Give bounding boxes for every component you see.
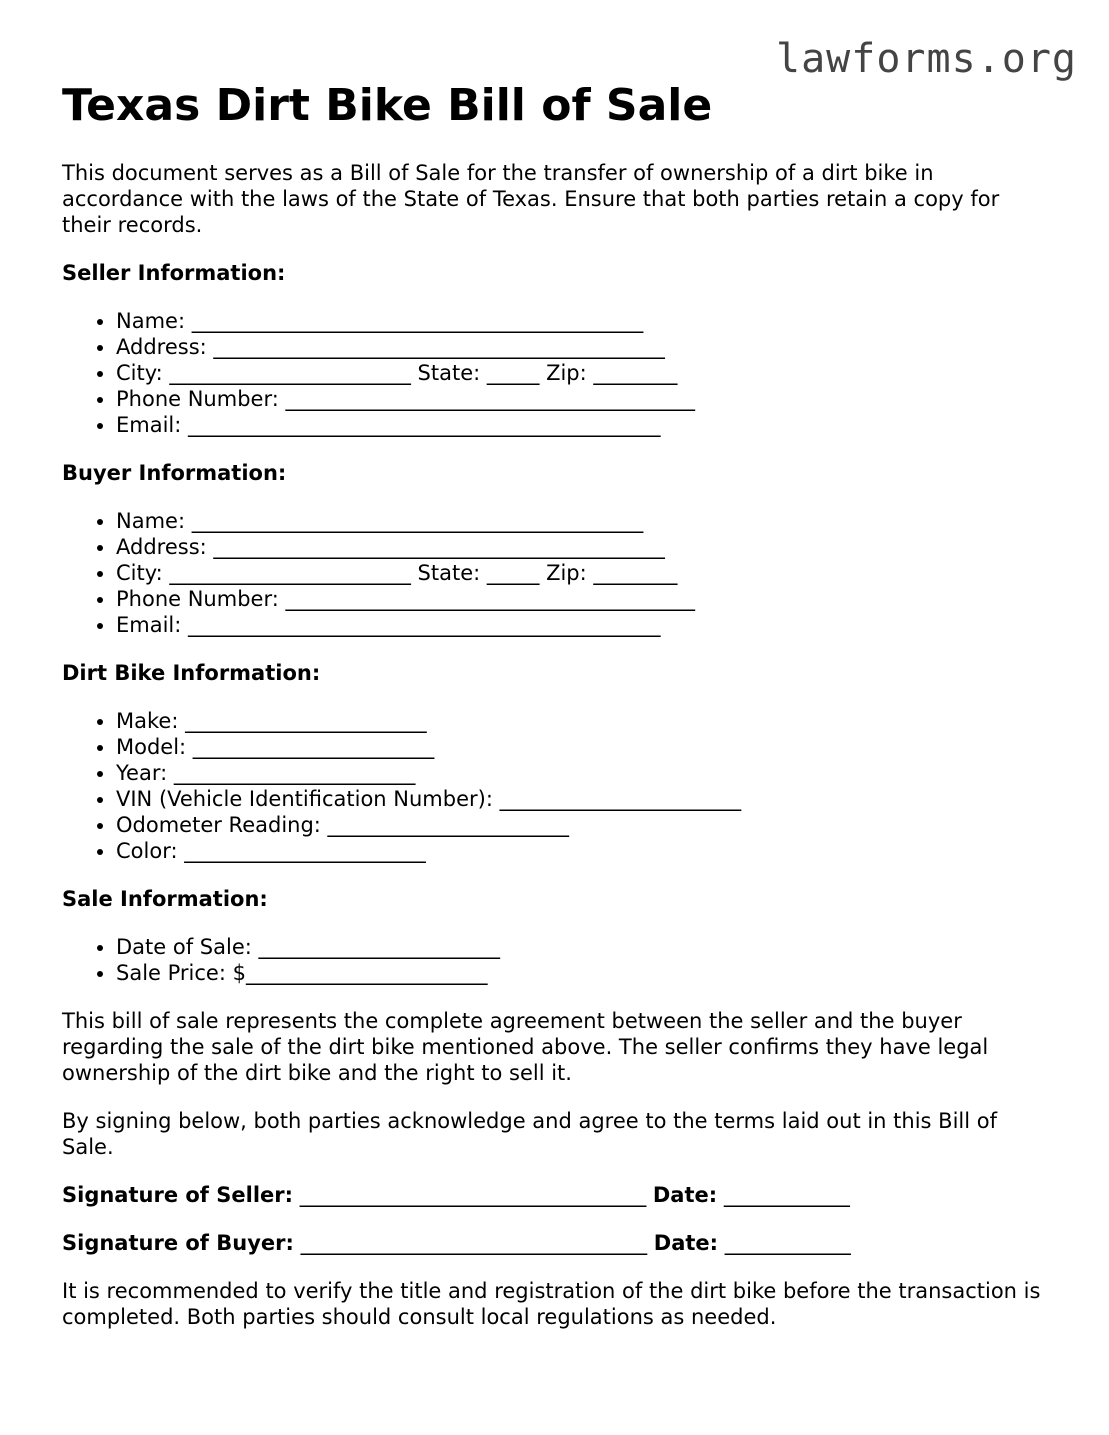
buyer-phone-field[interactable]: • Phone Number: _______________________________________ xyxy=(116,586,1052,612)
bike-section-heading: Dirt Bike Information: xyxy=(62,661,321,685)
seller-address-field[interactable]: • Address: ___________________________________________ xyxy=(116,334,1052,360)
acknowledge-paragraph: By signing below, both parties acknowledge and agree to the terms laid out in this Bill of Sale. xyxy=(62,1109,997,1159)
bike-fields-list xyxy=(62,708,1052,864)
seller-signature-row xyxy=(62,1182,1052,1208)
bike-vin-field[interactable]: • VIN (Vehicle Identification Number): _______________________ xyxy=(116,786,1052,812)
buyer-name-field[interactable]: • Name: ___________________________________________ xyxy=(116,508,1052,534)
buyer-address-field[interactable]: • Address: ___________________________________________ xyxy=(116,534,1052,560)
buyer-signature-label: Signature of Buyer: xyxy=(62,1231,294,1255)
sale-date-field[interactable]: • Date of Sale: _______________________ xyxy=(116,934,1052,960)
seller-date-label: Date: xyxy=(652,1183,718,1207)
sale-fields-list xyxy=(62,934,1052,986)
buyer-city-state-zip-field[interactable]: • City: _______________________ State: _____ Zip: ________ xyxy=(116,560,1052,586)
buyer-section-heading: Buyer Information: xyxy=(62,461,287,485)
sale-price-field[interactable]: • Sale Price: $_______________________ xyxy=(116,960,1052,986)
seller-phone-field[interactable]: • Phone Number: _______________________________________ xyxy=(116,386,1052,412)
seller-name-field[interactable]: • Name: ___________________________________________ xyxy=(116,308,1052,334)
sale-section-heading: Sale Information: xyxy=(62,887,268,911)
buyer-signature-line[interactable]: _________________________________ xyxy=(293,1231,654,1255)
bike-year-field[interactable]: • Year: _______________________ xyxy=(116,760,1052,786)
seller-date-line[interactable]: ____________ xyxy=(717,1183,850,1207)
seller-section-heading: Seller Information: xyxy=(62,261,286,285)
seller-signature-line[interactable]: _________________________________ xyxy=(293,1183,653,1207)
bike-model-field[interactable]: • Model: _______________________ xyxy=(116,734,1052,760)
watermark-logo: lawforms.org xyxy=(776,36,1077,82)
buyer-date-label: Date: xyxy=(653,1231,719,1255)
seller-fields-list xyxy=(62,308,1052,438)
buyer-signature-row xyxy=(62,1230,1052,1256)
recommendation-paragraph: It is recommended to verify the title and registration of the dirt bike before the transaction is completed. Both parties should consult local regulations as needed. xyxy=(62,1279,1041,1329)
buyer-date-line[interactable]: ____________ xyxy=(718,1231,851,1255)
bike-color-field[interactable]: • Color: _______________________ xyxy=(116,838,1052,864)
document-page xyxy=(62,78,1052,1330)
seller-city-state-zip-field[interactable]: • City: _______________________ State: _____ Zip: ________ xyxy=(116,360,1052,386)
bike-make-field[interactable]: • Make: _______________________ xyxy=(116,708,1052,734)
bike-odometer-field[interactable]: • Odometer Reading: _______________________ xyxy=(116,812,1052,838)
intro-paragraph: This document serves as a Bill of Sale for the transfer of ownership of a dirt bike in accordance with the laws of the State of Texas. Ensure that both parties retain a copy for their records. xyxy=(62,161,1000,237)
buyer-email-field[interactable]: • Email: _____________________________________________ xyxy=(116,612,1052,638)
seller-signature-label: Signature of Seller: xyxy=(62,1183,294,1207)
page-title: Texas Dirt Bike Bill of Sale xyxy=(62,80,713,131)
buyer-fields-list xyxy=(62,508,1052,638)
seller-email-field[interactable]: • Email: _____________________________________________ xyxy=(116,412,1052,438)
agreement-paragraph: This bill of sale represents the complete agreement between the seller and the buyer regarding the sale of the dirt bike mentioned above. The seller confirms they have legal ownership of the dirt bike and the right to sell it. xyxy=(62,1009,989,1085)
